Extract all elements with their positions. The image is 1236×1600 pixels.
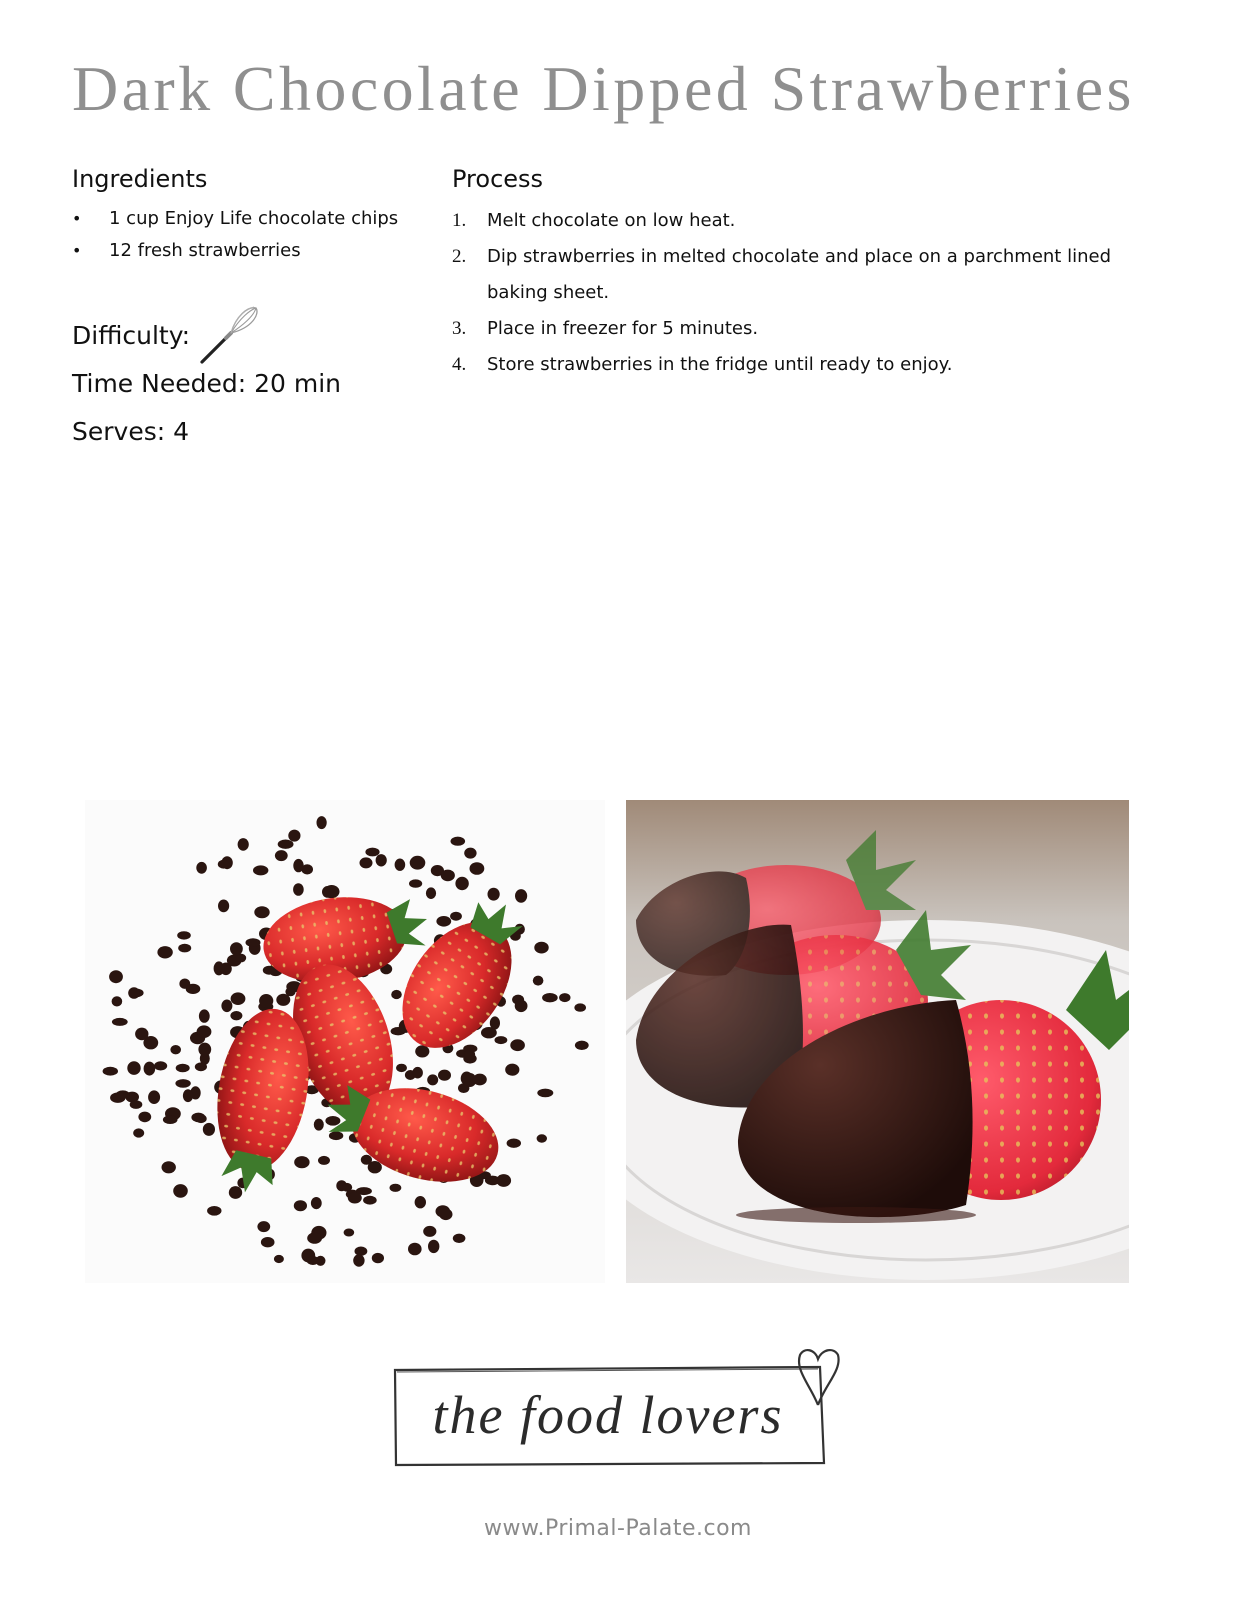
chocolate-chip: [175, 1079, 190, 1088]
step-number: 1.: [452, 210, 467, 231]
ingredients-heading: Ingredients: [72, 165, 208, 193]
chocolate-chip: [128, 987, 140, 999]
chocolate-chip: [390, 1184, 402, 1192]
chocolate-chip: [490, 1016, 500, 1029]
ingredient-item: [72, 235, 432, 267]
chocolate-chip: [109, 970, 123, 983]
chocolate-chip: [199, 1009, 210, 1022]
chocolate-chip: [314, 1119, 324, 1131]
chocolate-chip: [505, 1064, 519, 1076]
strawberries-chips-illustration: [85, 800, 605, 1283]
chocolate-chip: [285, 987, 295, 996]
chocolate-chip: [229, 1186, 242, 1199]
step-text: Place in freezer for 5 minutes.: [487, 318, 759, 339]
chocolate-chip: [176, 1064, 190, 1073]
chocolate-chip: [257, 1221, 270, 1232]
chocolate-chip: [197, 1025, 212, 1038]
chocolate-chip: [428, 1240, 439, 1253]
step-text: Dip strawberries in melted chocolate and place on a parchment lined baking sheet.: [487, 246, 1111, 303]
chocolate-chip: [464, 1049, 475, 1060]
step-text: Store strawberries in the fridge until ready to enjoy.: [487, 354, 953, 375]
chocolate-chip: [214, 961, 225, 975]
chocolate-chip: [294, 1200, 307, 1211]
chocolate-chip: [311, 1197, 322, 1209]
chocolate-chip: [410, 856, 426, 870]
chocolate-chip: [116, 1090, 130, 1098]
chocolate-chip: [278, 840, 294, 849]
process-step: [452, 203, 1152, 239]
chocolate-chip: [450, 912, 462, 921]
chocolate-chip: [162, 1161, 176, 1173]
chocolate-chip: [157, 946, 172, 958]
chocolate-chip: [355, 1247, 368, 1256]
chocolate-chip: [376, 854, 387, 866]
chocolate-chip: [196, 862, 207, 874]
bullet: •: [72, 209, 82, 228]
chocolate-chip: [218, 860, 229, 869]
chocolate-chip: [186, 984, 201, 994]
ingredient-item: [72, 203, 432, 235]
whisk-icon: [198, 304, 262, 366]
chocolate-chip: [112, 996, 123, 1006]
chocolate-chip: [218, 900, 229, 913]
chocolate-chip: [294, 1156, 309, 1168]
chocolate-chip: [195, 1114, 206, 1123]
chocolate-chip: [246, 938, 261, 947]
chocolate-chip: [318, 1156, 330, 1165]
chocolate-chip: [274, 1255, 284, 1263]
chocolate-chip: [495, 1036, 508, 1044]
process-section: [452, 165, 1152, 383]
chocolate-chip: [372, 1253, 384, 1263]
chocolate-chip: [396, 1064, 407, 1072]
chocolate-chip: [409, 879, 422, 887]
chocolate-chip: [415, 1045, 429, 1057]
chocolate-chip: [293, 859, 303, 872]
chocolate-chip: [170, 1045, 181, 1054]
chocolate-chip: [455, 877, 468, 890]
chocolate-chip: [148, 1090, 160, 1104]
chocolate-chip: [515, 889, 527, 903]
ingredients-section: [72, 165, 432, 267]
chocolate-chip: [559, 993, 570, 1002]
chocolate-chip: [154, 1061, 167, 1070]
chocolate-chip: [470, 862, 485, 875]
chocolate-chip: [329, 1131, 343, 1140]
chocolate-chip: [542, 993, 558, 1002]
chocolate-chip: [275, 850, 288, 861]
chocolate-chip: [163, 1115, 178, 1124]
chocolate-chip: [261, 1237, 275, 1247]
chocolate-chip: [231, 992, 246, 1005]
chocolate-chip: [195, 1062, 207, 1071]
process-heading: Process: [452, 165, 544, 193]
chocolate-chip: [453, 1234, 466, 1243]
dipped-strawberries-photo: [626, 800, 1129, 1283]
chocolate-chip: [496, 1174, 511, 1187]
chocolate-chip: [293, 883, 304, 896]
chocolate-chip: [344, 1229, 355, 1237]
time-needed: Time Needed: 20 min: [72, 369, 341, 398]
chocolate-chip: [451, 837, 466, 846]
chocolate-chip: [461, 1072, 473, 1086]
chocolate-chip: [135, 1028, 148, 1041]
step-text: Melt chocolate on low heat.: [487, 210, 736, 231]
process-step: [452, 239, 1152, 311]
bullet: •: [72, 241, 82, 260]
recipe-title: Dark Chocolate Dipped Strawberries: [72, 53, 1135, 124]
chocolate-chip: [426, 887, 436, 899]
chocolate-chip: [288, 830, 300, 842]
chocolate-chip: [515, 1000, 528, 1012]
chocolate-chip: [534, 942, 548, 954]
chocolate-chip: [488, 888, 500, 901]
chocolate-chip: [575, 1041, 589, 1050]
chocolate-chip: [178, 944, 191, 953]
chocolate-chip: [441, 870, 455, 882]
chocolate-chip: [438, 1070, 451, 1081]
chocolate-chip: [363, 1196, 377, 1205]
chocolate-chip: [183, 1089, 193, 1102]
chocolate-chip: [361, 1155, 372, 1165]
logo-text: the food lovers: [432, 1385, 784, 1445]
chocolate-chip: [415, 1196, 426, 1208]
chocolate-chip: [173, 1184, 188, 1198]
chocolate-chip: [537, 1089, 553, 1098]
chocolate-chip: [177, 931, 191, 939]
site-url: www.Primal-Palate.com: [484, 1516, 752, 1541]
chocolate-chip: [127, 1061, 140, 1075]
chocolate-chip: [436, 916, 451, 927]
chocolate-chip: [317, 816, 327, 829]
the-food-lovers-logo: [390, 1345, 852, 1470]
chocolate-chip: [510, 1039, 525, 1051]
process-steps: [452, 203, 1152, 383]
chocolate-chip: [423, 1226, 436, 1237]
step-number: 4.: [452, 354, 467, 375]
dipped-strawberries-illustration: [626, 800, 1129, 1283]
chocolate-chip: [342, 1183, 352, 1192]
chocolate-chip: [253, 865, 268, 875]
chocolate-chip: [198, 1043, 211, 1057]
chocolate-chip: [221, 1000, 232, 1013]
ingredient-text: 1 cup Enjoy Life chocolate chips: [109, 208, 399, 229]
ingredient-text: 12 fresh strawberries: [109, 240, 301, 261]
chocolate-chip: [365, 848, 379, 857]
strawberries-chocolate-chips-photo: [85, 800, 605, 1283]
chocolate-chip: [464, 848, 476, 859]
process-step: [452, 311, 1152, 347]
chocolate-chip: [427, 1074, 438, 1085]
chocolate-chip: [259, 994, 273, 1008]
chocolate-chip: [230, 942, 243, 955]
chocolate-chip: [230, 1011, 242, 1020]
chocolate-chip: [133, 1128, 144, 1137]
chocolate-chip: [408, 1243, 422, 1256]
chocolate-chip: [203, 1123, 215, 1136]
chocolate-chip: [130, 1100, 143, 1109]
chocolate-chip: [138, 1112, 151, 1123]
chocolate-chip: [144, 1062, 156, 1076]
chocolate-chip: [324, 885, 340, 898]
chocolate-chip: [360, 857, 373, 868]
chocolate-chip: [507, 1139, 521, 1148]
chocolate-chip: [436, 1205, 451, 1217]
chocolate-chip: [391, 990, 402, 999]
chocolate-chip: [238, 838, 249, 851]
chocolate-chip: [103, 1067, 118, 1076]
chocolate-chip: [112, 1018, 128, 1026]
chocolate-chip: [537, 1134, 547, 1142]
ingredients-list: [72, 203, 432, 267]
chocolate-chip: [533, 976, 544, 986]
chocolate-chip: [207, 1206, 221, 1216]
chocolate-chip: [412, 1067, 423, 1079]
chocolate-chip: [307, 1232, 322, 1243]
chocolate-chip: [307, 1256, 320, 1265]
process-step: [452, 347, 1152, 383]
chocolate-chip: [353, 1254, 364, 1266]
chocolate-chip: [254, 906, 269, 918]
step-number: 3.: [452, 318, 467, 339]
chocolate-chip: [356, 1187, 372, 1195]
chocolate-chip: [395, 859, 406, 871]
chocolate-chip: [325, 1116, 340, 1126]
serves: Serves: 4: [72, 417, 190, 446]
chocolate-chip: [574, 1003, 586, 1011]
step-number: 2.: [452, 246, 467, 267]
difficulty-label: Difficulty:: [72, 321, 191, 350]
